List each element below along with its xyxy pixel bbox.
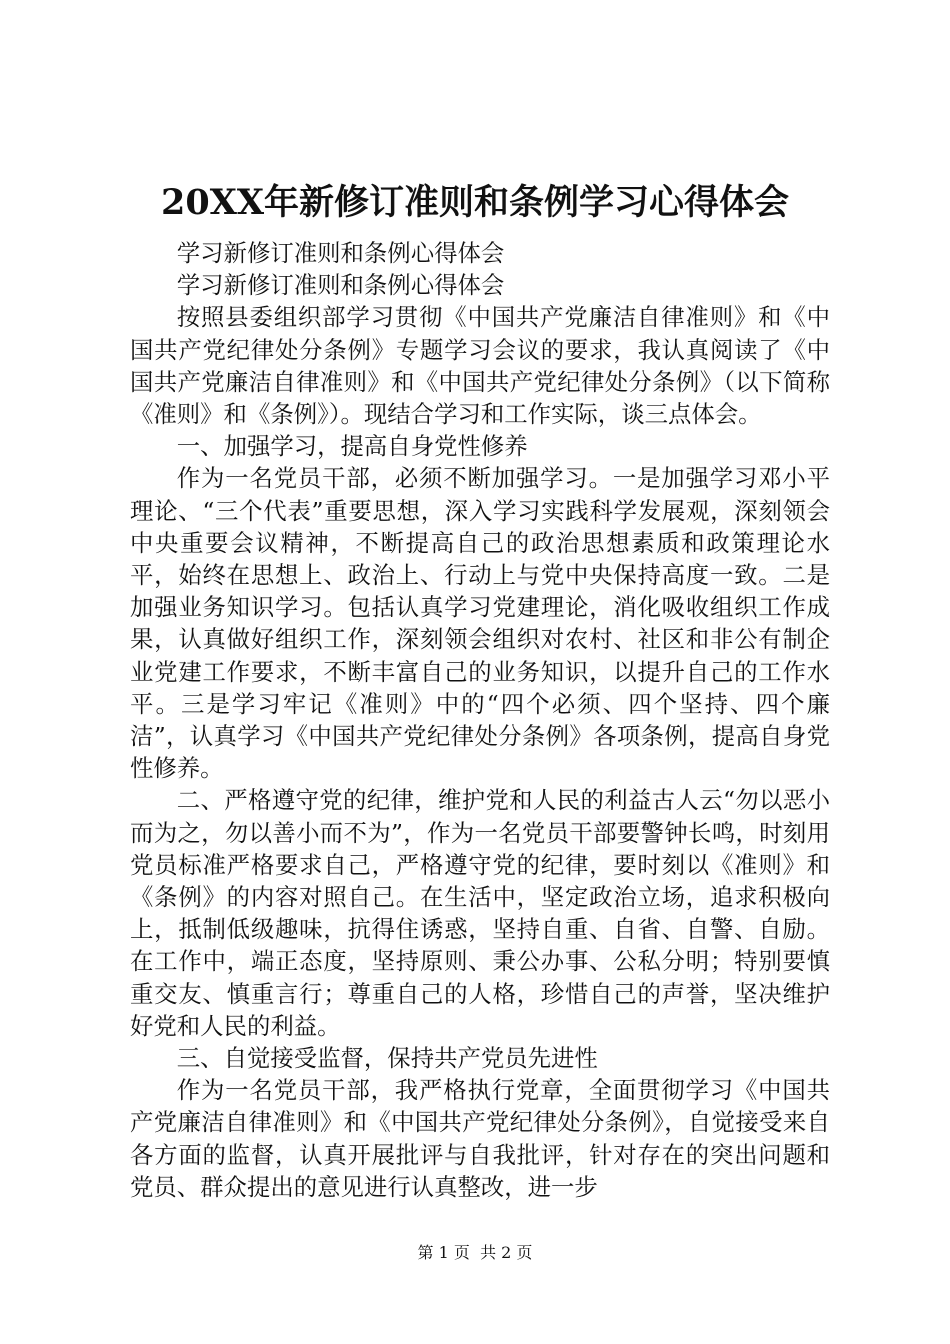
section-heading: 三、自觉接受监督，保持共产党员先进性 — [176, 1044, 598, 1073]
subtitle-line: 学习新修订准则和条例心得体会 — [176, 239, 505, 267]
page-number: 第 1 页 共 2 页 — [417, 1243, 533, 1262]
document-body — [130, 237, 830, 1203]
body-paragraph: 作为一名党员干部，必须不断加强学习。一是加强学习邓小平理论、“三个代表”重要思想，深入学习实践科学发展观，深刻领会中央重要会议精神，不断提高自己的政治思想素质和政策理论水平，始终在思想上、政治上、行动上与党中央保持高度一致。二是加强业务知识学习。包括认真学习党建理论，消化吸收组织工作成果，认真做好组织工作，深刻领会组织对农村、社区和非公有制企业党建工作要求，不断丰富自己的业务知识，以提升自己的工作水平。三是学习牢记《准则》中的“四个必须、四个坚持、四个廉洁”，认真学习《中国共产党纪律处分条例》各项条例，提高自身党性修养。 — [130, 464, 830, 783]
body-paragraph: 二、严格遵守党的纪律，维护党和人民的利益古人云“勿以恶小而为之，勿以善小而不为”，作为一名党员干部要警钟长鸣，时刻用党员标准严格要求自己，严格遵守党的纪律，要时刻以《准则》和《条例》的内容对照自己。在生活中，坚定政治立场，追求积极向上，抵制低级趣味，抗得住诱惑，坚持自重、自省、自警、自励。在工作中，端正态度，坚持原则、秉公办事、公私分明；特别要慎重交友、慎重言行；尊重自己的人格，珍惜自己的声誉，坚决维护好党和人民的利益。 — [130, 786, 830, 1040]
document-title: 20XX年新修订准则和条例学习心得体会 — [160, 182, 790, 223]
body-paragraph: 按照县委组织部学习贯彻《中国共产党廉洁自律准则》和《中国共产党纪律处分条例》专题学习会议的要求，我认真阅读了《中国共产党廉洁自律准则》和《中国共产党纪律处分条例》（以下简称《准则》和《条例》）。现结合学习和工作实际，谈三点体会。 — [130, 303, 830, 429]
section-heading: 一、加强学习，提高自身党性修养 — [176, 432, 528, 461]
page-footer — [0, 1242, 950, 1264]
subtitle-line: 学习新修订准则和条例心得体会 — [176, 271, 505, 300]
body-paragraph: 作为一名党员干部，我严格执行党章，全面贯彻学习《中国共产党廉洁自律准则》和《中国共产党纪律处分条例》，自觉接受来自各方面的监督，认真开展批评与自我批评，针对存在的突出问题和党员、群众提出的意见进行认真整改，进一步 — [130, 1076, 830, 1201]
